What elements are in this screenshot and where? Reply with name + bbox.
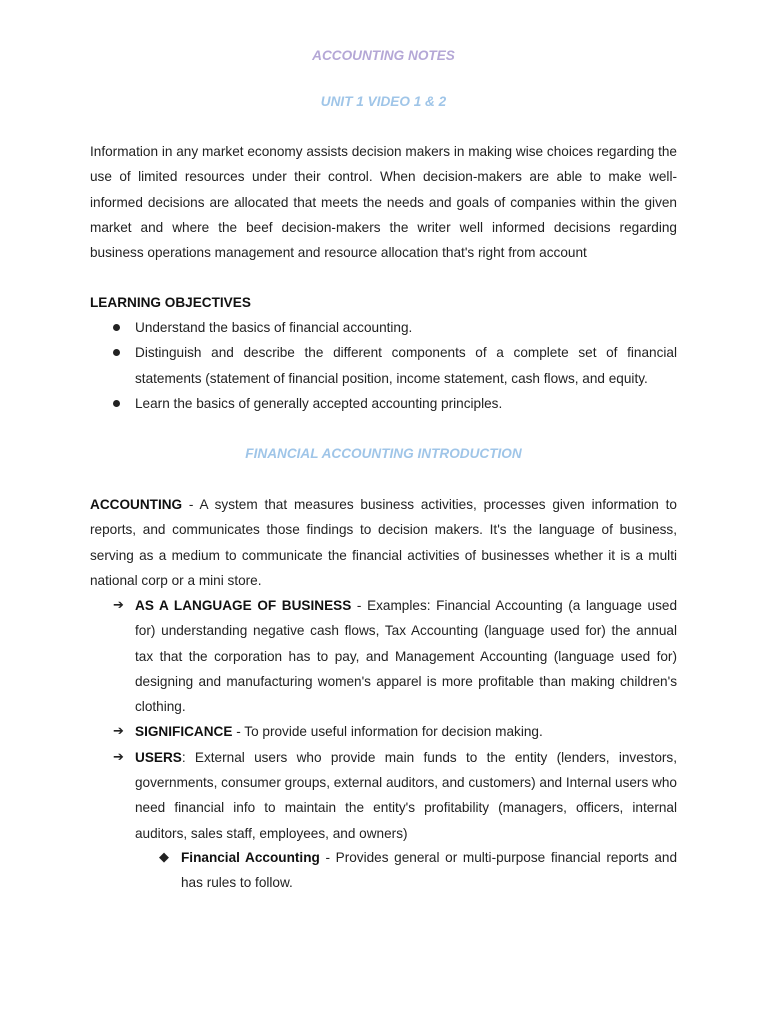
- objectives-list: [135, 315, 677, 416]
- learning-objectives-heading: LEARNING OBJECTIVES: [90, 295, 251, 310]
- accounting-definition-text: - A system that measures business activities, processes given information to reports, and communicates those findings to decision makers. It's the language of business, serving as a medium to communicate the financial activities of businesses whether it is a multi national corp or a mini store.: [90, 497, 677, 588]
- accounting-definition: [90, 492, 677, 593]
- document-subtitle: UNIT 1 VIDEO 1 & 2: [320, 94, 447, 109]
- section-title: FINANCIAL ACCOUNTING INTRODUCTION: [245, 446, 522, 461]
- list-item: [159, 845, 678, 896]
- accounting-term: ACCOUNTING: [90, 497, 183, 512]
- objective-text: Learn the basics of generally accepted accounting principles.: [135, 395, 503, 411]
- objective-text: Understand the basics of financial accounting.: [135, 320, 413, 335]
- list-item: [113, 745, 677, 846]
- document-title: ACCOUNTING NOTES: [312, 48, 455, 63]
- intro-paragraph: Information in any market economy assists decision makers in making wise choices regarding the use of limited resources under their control. When decision-makers are able to make well-informed decisions are allocated that meets the needs and goals of companies within the given market and where the beef decision-makers the writer well informed decisions regarding business operations management and resource allocation that's right from account: [90, 144, 677, 261]
- point-term: AS A LANGUAGE OF BUSINESS: [135, 598, 352, 613]
- list-item: [113, 593, 678, 719]
- arrow-right-icon: ➔: [113, 749, 124, 765]
- arrow-right-icon: ➔: [113, 598, 124, 613]
- subpoints-list: [159, 845, 678, 896]
- list-item: [135, 340, 677, 391]
- point-text: - Examples: Financial Accounting (a language used for) understanding negative cash flows, Tax Accounting (language used for) the annual tax that the corporation has to pay, and Management Accounting (language used for) designing and manufacturing women's apparel is more profitable than making children's clothing.: [135, 598, 678, 715]
- list-item: [113, 719, 677, 744]
- objective-text: Distinguish and describe the different components of a complete set of financial statements (statement of financial position, income statement, cash flows, and equity.: [135, 345, 677, 386]
- point-term: USERS: [135, 749, 182, 765]
- point-term: SIGNIFICANCE: [135, 724, 233, 740]
- subpoint-term: Financial Accounting: [181, 850, 320, 865]
- subpoint-text: - Provides general or multi-purpose financial reports and has rules to follow.: [181, 850, 678, 891]
- points-list: [113, 593, 678, 846]
- arrow-right-icon: ➔: [113, 724, 124, 740]
- diamond-icon: ◆: [159, 850, 169, 865]
- list-item: [135, 315, 677, 340]
- point-text: - To provide useful information for decision making.: [232, 724, 543, 740]
- list-item: [135, 391, 677, 416]
- point-text: : External users who provide main funds to the entity (lenders, investors, governments, consumer groups, external auditors, and customers) and Internal users who need financial info to maintain the entity's profitability (managers, officers, internal auditors, sales staff, employees, and owners): [135, 749, 677, 841]
